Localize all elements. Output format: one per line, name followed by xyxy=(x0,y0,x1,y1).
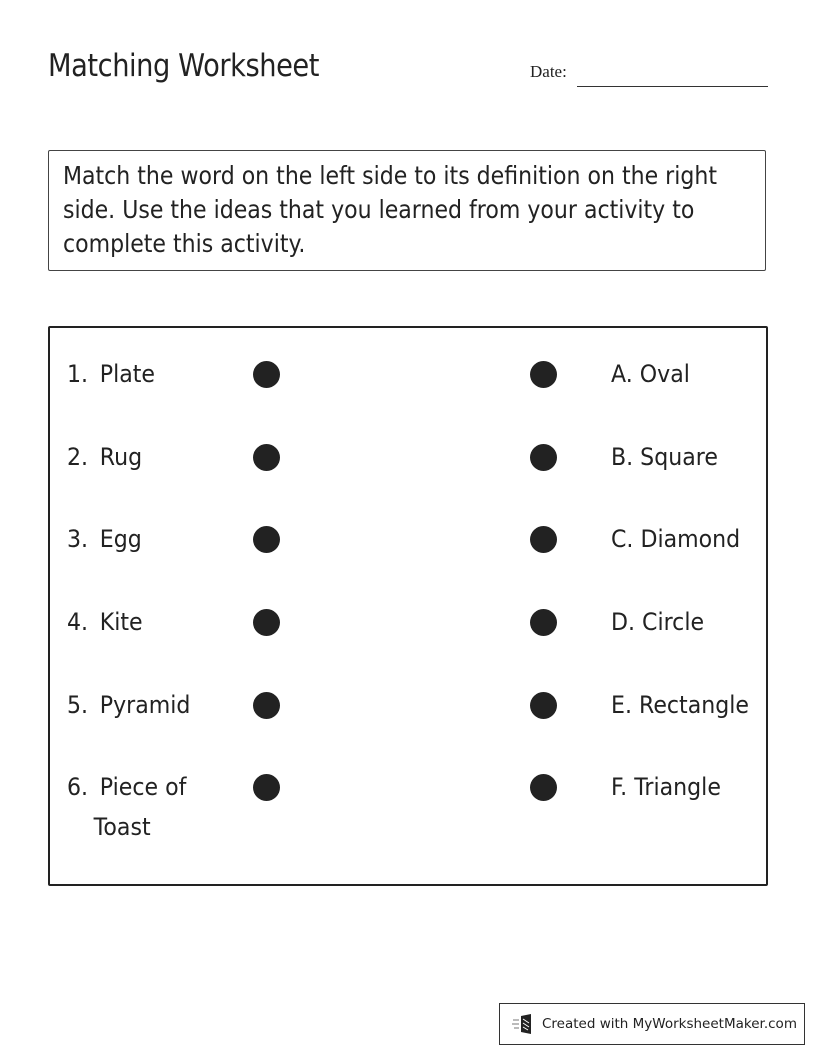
item-number: 4. xyxy=(67,608,89,636)
date-label: Date: xyxy=(530,62,567,81)
right-dot-a[interactable] xyxy=(530,361,557,388)
item-number: 1. xyxy=(67,360,89,388)
item-text: Rug xyxy=(99,443,143,471)
left-dot-3[interactable] xyxy=(253,526,280,553)
right-item-f: F. Triangle xyxy=(611,773,721,801)
right-dot-d[interactable] xyxy=(530,609,557,636)
right-item-c: C. Diamond xyxy=(611,525,741,553)
left-item-3 xyxy=(67,519,142,559)
left-item-5 xyxy=(67,685,190,725)
left-dot-2[interactable] xyxy=(253,444,280,471)
page-title: Matching Worksheet xyxy=(48,48,320,84)
item-text: Egg xyxy=(99,525,142,553)
footer-credit[interactable] xyxy=(499,1003,805,1045)
left-item-4 xyxy=(67,602,143,642)
right-item-d: D. Circle xyxy=(611,608,705,636)
right-item-e: E. Rectangle xyxy=(611,691,749,719)
left-dot-1[interactable] xyxy=(253,361,280,388)
item-number: 3. xyxy=(67,525,89,553)
right-dot-b[interactable] xyxy=(530,444,557,471)
item-text-continued: Toast xyxy=(93,813,151,841)
item-text: Plate xyxy=(99,360,156,388)
right-dot-c[interactable] xyxy=(530,526,557,553)
date-field[interactable] xyxy=(577,86,768,87)
item-number: 2. xyxy=(67,443,89,471)
worksheet-maker-logo-icon xyxy=(512,1013,538,1035)
right-dot-f[interactable] xyxy=(530,774,557,801)
item-text: Pyramid xyxy=(99,691,191,719)
item-text: Kite xyxy=(99,608,143,636)
item-text: Piece of xyxy=(99,773,187,801)
item-number: 5. xyxy=(67,691,89,719)
left-dot-6[interactable] xyxy=(253,774,280,801)
left-item-1 xyxy=(67,354,155,394)
left-item-2 xyxy=(67,437,142,477)
right-dot-e[interactable] xyxy=(530,692,557,719)
right-item-b: B. Square xyxy=(611,443,718,471)
instructions-box xyxy=(48,150,766,271)
left-dot-5[interactable] xyxy=(253,692,280,719)
right-item-a: A. Oval xyxy=(611,360,690,388)
footer-text: Created with MyWorksheetMaker.com xyxy=(542,1016,797,1032)
left-dot-4[interactable] xyxy=(253,609,280,636)
matching-area xyxy=(48,326,768,886)
instructions-text: Match the word on the left side to its definition on the right side. Use the ideas that you learned from your activity to complete this activity. xyxy=(63,161,717,258)
left-item-6 xyxy=(67,767,186,847)
item-number: 6. xyxy=(67,773,89,801)
